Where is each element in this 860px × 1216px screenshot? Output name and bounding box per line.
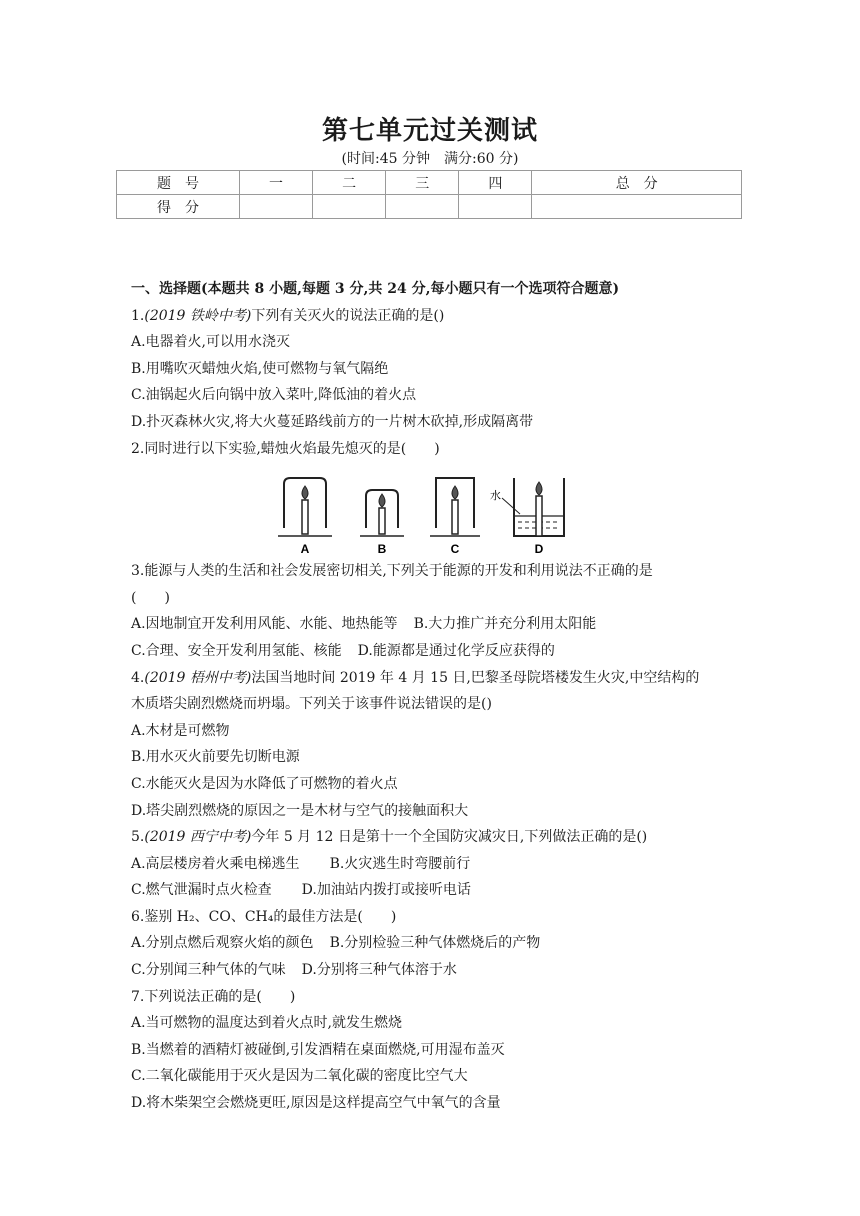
candle-diagram xyxy=(276,466,576,556)
question-source: (2019 铁岭中考) xyxy=(144,307,252,324)
score-table-header-row xyxy=(117,171,742,195)
question-1-option-d: D.扑灭森林火灾,将大火蔓延路线前方的一片树木砍掉,形成隔离带 xyxy=(131,413,534,430)
question-6-option-a: A.分别点燃后观察火焰的颜色 xyxy=(131,935,314,952)
label-d: D xyxy=(534,542,544,557)
candle-experiment-figure xyxy=(131,462,731,558)
question-4-option-d: D.塔尖剧烈燃烧的原因之一是木材与空气的接触面积大 xyxy=(131,802,469,819)
question-source: (2019 梧州中考) xyxy=(144,669,252,686)
label-b: B xyxy=(377,542,387,557)
score-table-score-row xyxy=(117,195,742,219)
score-header-part-1: 一 xyxy=(240,171,313,195)
question-1-option-b: B.用嘴吹灭蜡烛火焰,使可燃物与氧气隔绝 xyxy=(131,360,389,377)
question-4-option-a: A.木材是可燃物 xyxy=(131,722,230,739)
score-cell-4 xyxy=(459,195,532,219)
question-4-stem-line-2: 木质塔尖剧烈燃烧而坍塌。下列关于该事件说法错误的是() xyxy=(131,696,492,713)
setup-b xyxy=(360,490,404,536)
question-6-option-d: D.分别将三种气体溶于水 xyxy=(301,962,457,979)
section-heading: 一、选择题(本题共 8 小题,每题 3 分,共 24 分,每小题只有一个选项符合题意) xyxy=(131,281,620,297)
score-header-part-3: 三 xyxy=(386,171,459,195)
question-3-option-c: C.合理、安全开发利用氢能、核能 xyxy=(131,642,342,659)
question-4-option-c: C.水能灭火是因为水降低了可燃物的着火点 xyxy=(131,775,398,792)
question-text: 法国当地时间 2019 年 4 月 15 日,巴黎圣母院塔楼发生火灾,中空结构的 xyxy=(251,669,700,686)
question-number: 5. xyxy=(131,829,145,846)
score-cell-1 xyxy=(240,195,313,219)
question-6-option-b: B.分别检验三种气体燃烧后的产物 xyxy=(329,935,541,952)
question-number: 1. xyxy=(131,307,145,324)
score-cell-total xyxy=(532,195,742,219)
question-2-stem: 2.同时进行以下实验,蜡烛火焰最先熄灭的是( ) xyxy=(131,440,440,457)
question-6-options-row-1 xyxy=(131,930,731,957)
question-content xyxy=(131,276,731,1117)
question-5-option-c: C.燃气泄漏时点火检查 xyxy=(131,882,272,899)
question-3-options-row-1 xyxy=(131,611,731,638)
question-5-stem xyxy=(131,824,731,851)
question-7-option-c: C.二氧化碳能用于灭火是因为二氧化碳的密度比空气大 xyxy=(131,1068,468,1085)
question-7-option-b: B.当燃着的酒精灯被碰倒,引发酒精在桌面燃烧,可用湿布盖灭 xyxy=(131,1041,505,1058)
score-cell-2 xyxy=(313,195,386,219)
exam-time-score: (时间:45 分钟 满分:60 分) xyxy=(341,151,519,167)
question-3-option-b: B.大力推广并充分利用太阳能 xyxy=(413,616,597,633)
question-1-option-a: A.电器着火,可以用水浇灭 xyxy=(131,334,291,351)
question-3-option-a: A.因地制宜开发利用风能、水能、地热能等 xyxy=(131,616,398,633)
question-5-option-a: A.高层楼房着火乘电梯逃生 xyxy=(131,855,300,872)
setup-d xyxy=(502,478,564,536)
question-5-option-d: D.加油站内拨打或接听电话 xyxy=(301,882,471,899)
question-text: 今年 5 月 12 日是第十一个全国防灾减灾日,下列做法正确的是() xyxy=(251,829,648,846)
question-source: (2019 西宁中考) xyxy=(144,829,252,846)
question-number: 4. xyxy=(131,669,145,686)
question-7-stem: 7.下列说法正确的是( ) xyxy=(131,988,296,1005)
question-6-option-c: C.分别闻三种气体的气味 xyxy=(131,962,286,979)
label-a: A xyxy=(300,542,310,557)
question-4-option-b: B.用水灭火前要先切断电源 xyxy=(131,749,300,766)
score-table xyxy=(116,170,742,219)
setup-a xyxy=(278,478,332,536)
question-3-stem-line-1: 3.能源与人类的生活和社会发展密切相关,下列关于能源的开发和利用说法不正确的是 xyxy=(131,563,653,580)
setup-c xyxy=(430,478,480,536)
question-1-option-c: C.油锅起火后向锅中放入菜叶,降低油的着火点 xyxy=(131,387,417,404)
question-text: 下列有关灭火的说法正确的是() xyxy=(251,307,445,324)
question-3-options-row-2 xyxy=(131,638,731,665)
page-title: 第七单元过关测试 xyxy=(321,116,538,146)
question-3-option-d: D.能源都是通过化学反应获得的 xyxy=(357,642,555,659)
score-cell-3 xyxy=(386,195,459,219)
question-6-stem: 6.鉴别 H₂、CO、CH₄的最佳方法是( ) xyxy=(131,908,397,925)
question-4-stem-line-1 xyxy=(131,665,731,692)
question-1-stem xyxy=(131,303,731,330)
question-5-options-row-1 xyxy=(131,851,731,878)
question-5-options-row-2 xyxy=(131,877,731,904)
score-header-total: 总 分 xyxy=(532,171,742,195)
label-c: C xyxy=(450,542,460,557)
score-row-label: 得 分 xyxy=(117,195,240,219)
score-header-part-2: 二 xyxy=(313,171,386,195)
question-7-option-a: A.当可燃物的温度达到着火点时,就发生燃烧 xyxy=(131,1015,403,1032)
question-5-option-b: B.火灾逃生时弯腰前行 xyxy=(329,855,471,872)
question-7-option-d: D.将木柴架空会燃烧更旺,原因是这样提高空气中氧气的含量 xyxy=(131,1095,501,1112)
score-header-part-4: 四 xyxy=(459,171,532,195)
score-header-question: 题 号 xyxy=(117,171,240,195)
question-6-options-row-2 xyxy=(131,957,731,984)
water-label: 水 xyxy=(490,490,501,503)
question-3-stem-line-2: ( ) xyxy=(131,589,170,606)
